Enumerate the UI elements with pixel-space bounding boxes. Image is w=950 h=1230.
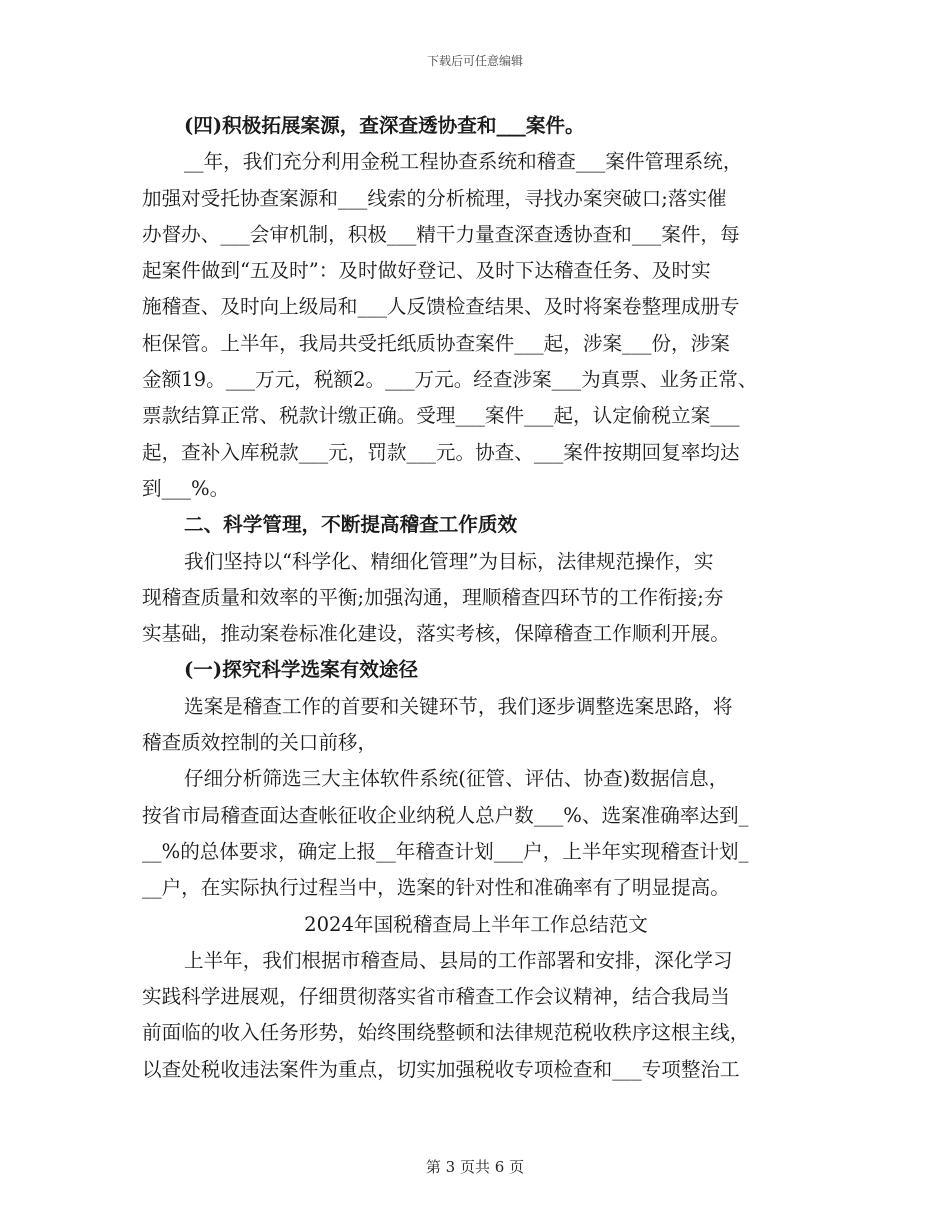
paragraph-line: __户，在实际执行过程当中，选案的针对性和准确率有了明显提高。: [142, 876, 730, 900]
paragraph-line: 前面临的收入任务形势，始终围绕整顿和法律规范税收秩序这根主线，: [142, 1021, 750, 1045]
page-header: 下载后可任意编辑: [426, 54, 523, 68]
paragraph-line: __年，我们充分利用金税工程协查系统和稽查___案件管理系统，: [184, 150, 743, 174]
document-body: [142, 108, 810, 1088]
paragraph-line: __%的总体要求，确定上报__年稽查计划___户，上半年实现稽查计划_: [142, 839, 749, 863]
paragraph-line: 加强对受托协查案源和___线索的分析梳理，寻找办案突破口;落实催: [142, 186, 727, 210]
paragraph-line: 实基础，推动案卷标准化建设，落实考核，保障稽查工作顺利开展。: [142, 622, 730, 646]
section-heading: (一)探究科学选案有效途径: [184, 658, 419, 682]
paragraph-line: 现稽查质量和效率的平衡;加强沟通，理顺稽查四环节的工作衔接;夯: [142, 585, 724, 609]
paragraph-line: 起案件做到“五及时”：及时做好登记、及时下达稽查任务、及时实: [142, 259, 711, 283]
paragraph-line: 到___%。: [142, 476, 230, 500]
paragraph-line: 稽查质效控制的关口前移，: [142, 731, 378, 755]
page-footer: 第 3 页共 6 页: [425, 1158, 525, 1176]
section-heading: 二、科学管理，不断提高稽查工作质效: [184, 513, 518, 537]
paragraph-line: 起，查补入库税款___元，罚款___元。协查、___案件按期回复率均达: [142, 440, 740, 464]
paragraph-line: 按省市局稽查面达查帐征收企业纳税人总户数___%、选案准确率达到_: [142, 803, 749, 827]
document-title: 2024年国税稽查局上半年工作总结范文: [304, 912, 648, 936]
section-heading: (四)积极拓展案源，查深查透协查和___案件。: [184, 114, 585, 137]
paragraph-line: 仔细分析筛选三大主体软件系统(征管、评估、协查)数据信息，: [184, 767, 729, 791]
paragraph-line: 柜保管。上半年，我局共受托纸质协查案件___起，涉案___份，涉案: [142, 331, 730, 355]
paragraph-line: 以查处税收违法案件为重点，切实加强税收专项检查和___专项整治工: [142, 1057, 740, 1081]
paragraph-line: 金额19。___万元，税额2。___万元。经查涉案___为真票、业务正常、: [142, 368, 758, 392]
paragraph-line: 上半年，我们根据市稽查局、县局的工作部署和安排，深化学习: [184, 948, 733, 972]
paragraph-line: 施稽查、及时向上级局和___人反馈检查结果、及时将案卷整理成册专: [142, 295, 740, 319]
paragraph-line: 票款结算正常、税款计缴正确。受理___案件___起，认定偷税立案___: [142, 404, 740, 428]
paragraph-line: 办督办、___会审机制，积极___精干力量查深查透协查和___案件，每: [142, 222, 740, 246]
paragraph-line: 实践科学进展观，仔细贯彻落实省市稽查工作会议精神，结合我局当: [142, 985, 730, 1009]
paragraph-line: 选案是稽查工作的首要和关键环节，我们逐步调整选案思路，将: [184, 694, 733, 718]
paragraph-line: 我们坚持以“科学化、精细化管理”为目标，法律规范操作，实: [184, 549, 714, 573]
